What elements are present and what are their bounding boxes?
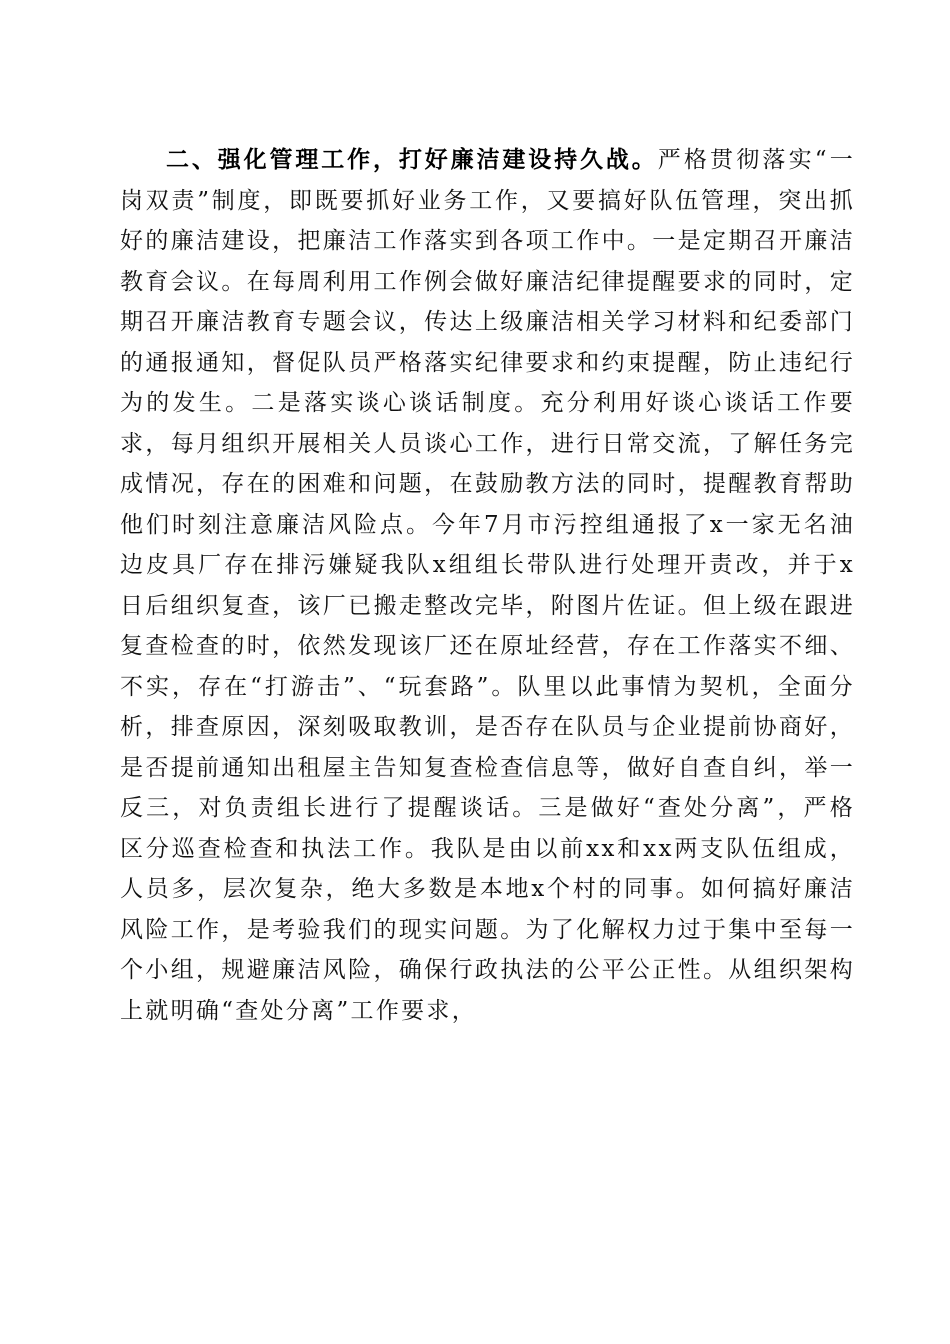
section-heading: 二、强化管理工作，打好廉洁建设持久战。 [166,147,658,173]
section-body-text: 严格贯彻落实“一岗双责”制度，即既要抓好业务工作，又要搞好队伍管理，突出抓好的廉洁建设，把廉洁工作落实到各项工作中。一是定期召开廉洁教育会议。在每周利用工作例会做好廉洁纪律提醒要求的同时，定期召开廉洁教育专题会议，传达上级廉洁相关学习材料和纪委部门的通报通知，督促队员严格落实纪律要求和约束提醒，防止违纪行为的发生。二是落实谈心谈话制度。充分利用好谈心谈话工作要求，每月组织开展相关人员谈心工作，进行日常交流，了解任务完成情况，存在的困难和问题，在鼓励教方法的同时，提醒教育帮助他们时刻注意廉洁风险点。今年7月市污控组通报了x一家无名油边皮具厂存在排污嫌疑我队x组组长带队进行处理开责改，并于x日后组织复查，该厂已搬走整改完毕，附图片佐证。但上级在跟进复查检查的时，依然发现该厂还在原址经营，存在工作落实不细、不实，存在“打游击”、“玩套路”。队里以此事情为契机，全面分析，排查原因，深刻吸取教训，是否存在队员与企业提前协商好，是否提前通知出租屋主告知复查检查信息等，做好自查自纠，举一反三，对负责组长进行了提醒谈话。三是做好“查处分离”，严格区分巡查检查和执法工作。我队是由以前xx和xx两支队伍组成，人员多，层次复杂，绝大多数是本地x个村的同事。如何搞好廉洁风险工作，是考验我们的现实问题。为了化解权力过于集中至每一个小组，规避廉洁风险，确保行政执法的公平公正性。从组织架构上就明确“查处分离”工作要求， [120,147,855,1024]
body-paragraph [120,140,855,1031]
